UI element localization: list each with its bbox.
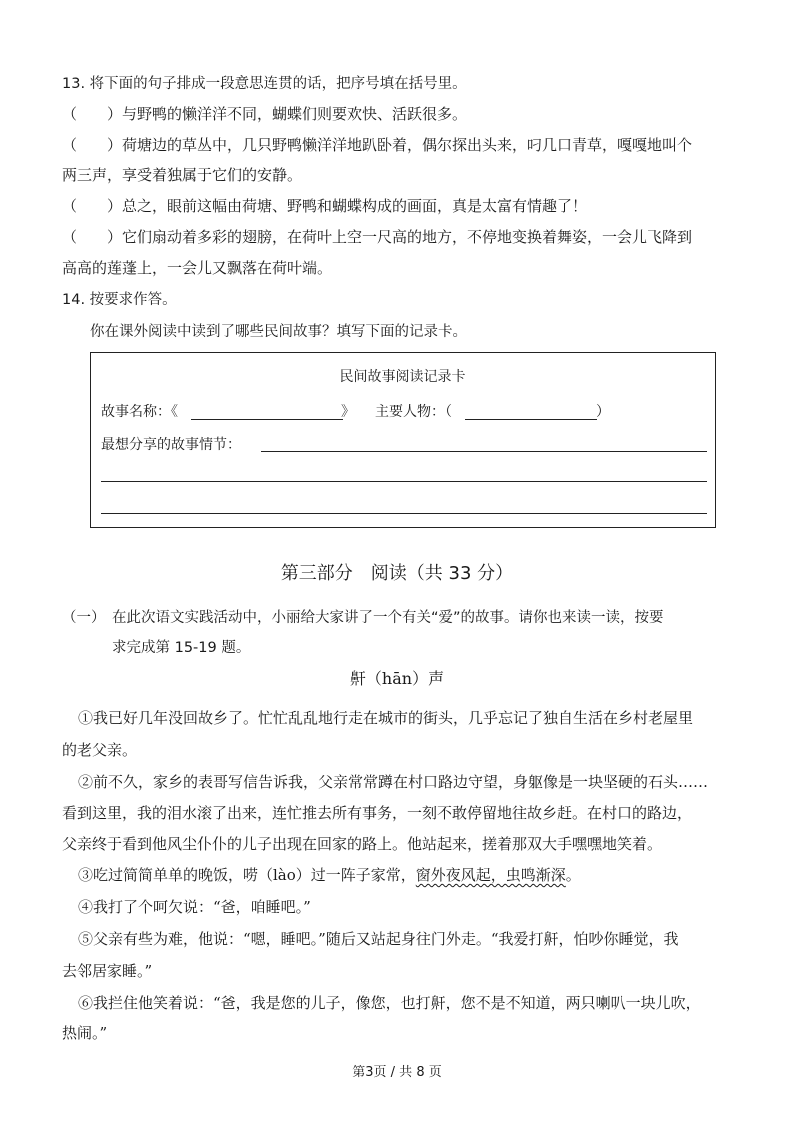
q13-item-4: （ ）它们扇动着多彩的翅膀，在荷叶上空一尺高的地方，不停地变换着舞姿，一会儿飞降到: [62, 228, 693, 246]
paragraph-6-cont: 热闹。”: [62, 1024, 108, 1042]
story-name-label: 故事名称：《: [101, 404, 178, 420]
plot-field-line-2[interactable]: [101, 481, 707, 482]
paragraph-1-cont: 的老父亲。: [62, 741, 138, 759]
question-13-title: 13. 将下面的句子排成一段意思连贯的话，把序号填在括号里。: [62, 76, 467, 92]
q13-item-3: （ ）总之，眼前这幅由荷塘、野鸭和蝴蝶构成的画面，真是太富有情趣了！: [62, 197, 588, 215]
plot-field-line-3[interactable]: [101, 513, 707, 514]
character-field[interactable]: [465, 419, 597, 420]
passage-intro-cont: 求完成第 15-19 题。: [112, 640, 251, 656]
passage-number: （一）: [62, 610, 106, 626]
paragraph-6: ⑥我拦住他笑着说：“爸，我是您的儿子，像您，也打鼾，您不是不知道，两只喇叭一块儿吹，: [78, 994, 701, 1012]
answer-blank[interactable]: （ ）: [62, 136, 123, 154]
paragraph-2: ②前不久，家乡的表哥写信告诉我，父亲常常蹲在村口路边守望，身躯像是一块坚硬的石头……: [78, 773, 709, 791]
wavy-underlined-sentence: 窗外夜风起，虫鸣渐深: [415, 866, 566, 884]
answer-blank[interactable]: （ ）: [62, 197, 123, 215]
question-14-title: 14. 按要求作答。: [62, 292, 177, 308]
plot-field-line-1[interactable]: [261, 451, 707, 452]
story-name-close: 》: [341, 404, 355, 420]
paragraph-4: ④我打了个呵欠说：“爸，咱睡吧。”: [78, 898, 311, 916]
q13-item-4-cont: 高高的莲蓬上，一会儿又飘落在荷叶端。: [62, 259, 333, 277]
paragraph-2-cont-2: 父亲终于看到他风尘仆仆的儿子出现在回家的路上。他站起来，搓着那双大手嘿嘿地笑着。: [62, 835, 663, 853]
question-14-prompt: 你在课外阅读中读到了哪些民间故事？填写下面的记录卡。: [90, 324, 467, 340]
section-heading: 第三部分 阅读（共 33 分）: [280, 563, 514, 584]
story-title: 鼾（hān）声: [349, 669, 445, 688]
paragraph-2-cont-1: 看到这里，我的泪水滚了出来，连忙推去所有事务，一刻不敢停留地往故乡赶。在村口的路边，: [62, 804, 693, 822]
paragraph-3: ③吃过简简单单的晚饭，唠（lào）过一阵子家常，窗外夜风起，虫鸣渐深。: [78, 866, 581, 884]
character-close: ）: [596, 404, 610, 420]
passage-intro: 在此次语文实践活动中，小丽给大家讲了一个有关“爱”的故事。请你也来读一读，按要: [112, 610, 664, 626]
q13-item-2: （ ）荷塘边的草丛中，几只野鸭懒洋洋地趴卧着，偶尔探出头来，叼几口青草，嘎嘎地叫个: [62, 136, 693, 154]
answer-blank[interactable]: （ ）: [62, 228, 123, 246]
q13-item-2-cont: 两三声，享受着独属于它们的安静。: [62, 166, 303, 184]
paragraph-5-cont: 去邻居家睡。”: [62, 962, 153, 980]
paragraph-5: ⑤父亲有些为难，他说：“嗯，睡吧。”随后又站起身往门外走。“我爱打鼾，怕吵你睡觉，我: [78, 930, 679, 948]
card-title: 民间故事阅读记录卡: [339, 369, 466, 385]
paragraph-1: ①我已好几年没回故乡了。忙忙乱乱地行走在城市的街头，几乎忘记了独自生活在乡村老屋里: [78, 709, 694, 727]
reading-record-card: [90, 352, 716, 528]
character-label: 主要人物：（: [375, 404, 452, 420]
answer-blank[interactable]: （ ）: [62, 105, 123, 123]
page-number: 第3页 / 共 8 页: [352, 1065, 442, 1080]
plot-label: 最想分享的故事情节：: [101, 437, 241, 453]
q13-item-1: （ ）与野鸭的懒洋洋不同，蝴蝶们则要欢快、活跃很多。: [62, 105, 468, 123]
story-name-field[interactable]: [191, 419, 343, 420]
